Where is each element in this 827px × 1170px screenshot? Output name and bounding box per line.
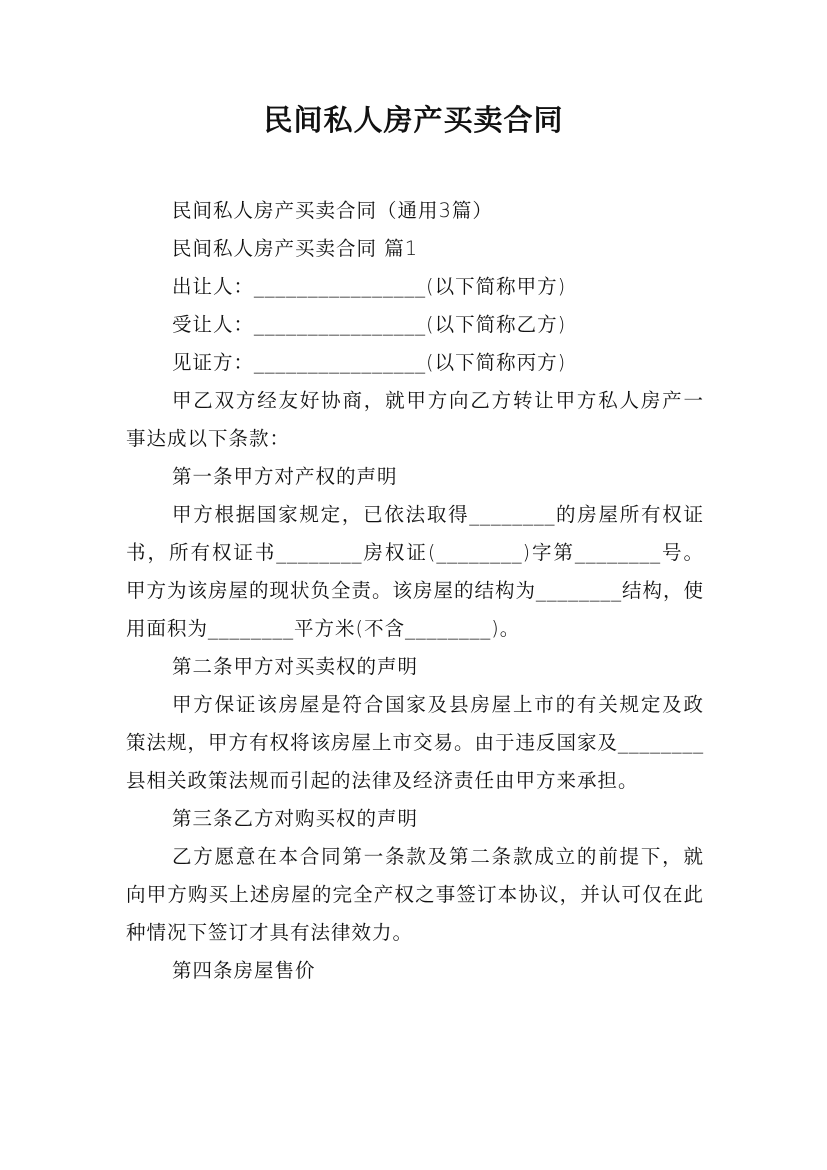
paragraph-article-3-heading: 第三条乙方对购买权的声明 (172, 807, 419, 830)
paragraph-article-3-body: 乙方愿意在本合同第一条款及第二条款成立的前提下，就向甲方购买上述房屋的完全产权之事签订本协议，并认可仅在此种情况下签订才具有法律效力。 (126, 845, 704, 944)
paragraph-article-1-heading: 第一条甲方对产权的声明 (172, 465, 398, 488)
paragraph-article-1-body: 甲方根据国家规定，已依法取得________的房屋所有权证书，所有权证书________房权证(________)字第________号。甲方为该房屋的现状负全责。该房屋的结构为________结构，使用面积为________平方米(不含________)。 (126, 503, 705, 640)
paragraph-article-2-heading: 第二条甲方对买卖权的声明 (172, 655, 419, 678)
paragraph-article-2-body: 甲方保证该房屋是符合国家及县房屋上市的有关规定及政策法规，甲方有权将该房屋上市交易。由于违反国家及________县相关政策法规而引起的法律及经济责任由甲方来承担。 (126, 693, 705, 792)
paragraph-party-b: 受让人：________________(以下简称乙方) (172, 313, 567, 336)
document-title: 民间私人房产买卖合同 (263, 103, 564, 137)
paragraph-party-a: 出让人：________________(以下简称甲方) (172, 275, 567, 298)
paragraph-article-4-heading: 第四条房屋售价 (172, 959, 316, 982)
paragraph-party-c: 见证方：________________(以下简称丙方) (172, 351, 567, 374)
paragraph-intro: 甲乙双方经友好协商，就甲方向乙方转让甲方私人房产一事达成以下条款： (126, 389, 704, 450)
paragraph-subtitle: 民间私人房产买卖合同（通用3篇） (172, 199, 493, 222)
document-body (126, 192, 704, 990)
paragraph-section-heading: 民间私人房产买卖合同 篇1 (172, 237, 419, 260)
